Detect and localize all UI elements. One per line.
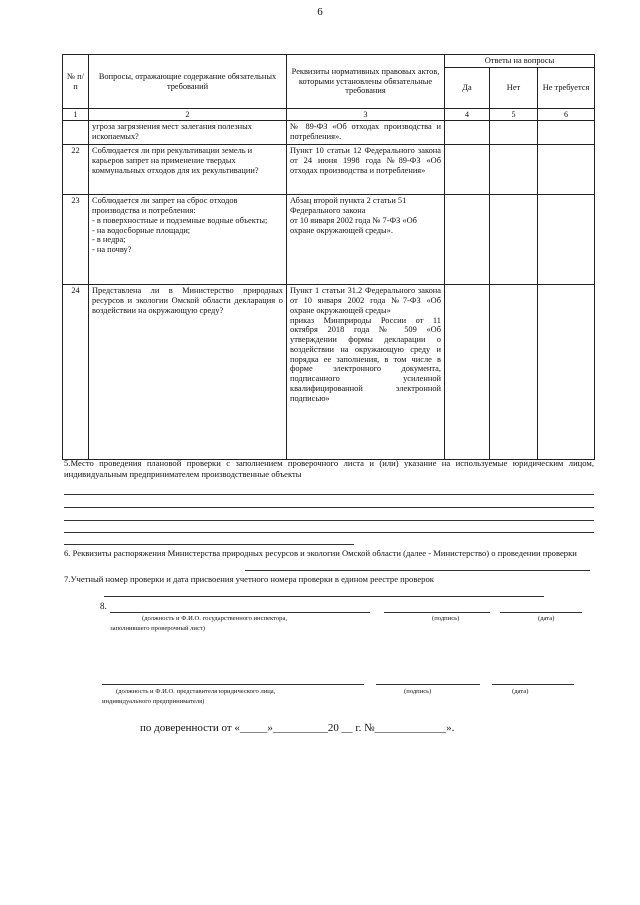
answer-na-cell[interactable] bbox=[538, 285, 595, 460]
answer-yes-cell[interactable] bbox=[445, 121, 490, 145]
row-requisites bbox=[287, 195, 445, 285]
question-line: - в недра; bbox=[92, 235, 126, 245]
answer-na-cell[interactable] bbox=[538, 195, 595, 285]
inspector-name-line[interactable] bbox=[110, 612, 370, 613]
row-num bbox=[63, 121, 89, 145]
page-number: 6 bbox=[317, 6, 323, 18]
answer-na-cell[interactable] bbox=[538, 145, 595, 195]
representative-role-caption: индивидуального предпринимателя) bbox=[102, 698, 205, 705]
answer-no-cell[interactable] bbox=[490, 195, 538, 285]
section-7-text: 7.Учетный номер проверки и дата присвоения учетного номера проверки в едином реестре проверок bbox=[64, 574, 434, 584]
header-na: Не требуется bbox=[538, 68, 595, 109]
row-requisites: № 89-ФЗ «Об отходах производства и потребления». bbox=[287, 121, 445, 145]
requisites-line: Абзац второй пункта 2 статьи 51 Федерального закона bbox=[290, 196, 407, 216]
question-line: - на водосборные площади; bbox=[92, 225, 191, 235]
representative-role-caption: (должность и Ф.И.О. представителя юридического лица, bbox=[116, 688, 276, 695]
representative-sign-line[interactable] bbox=[376, 684, 480, 685]
requisites-line: от 10 января 2002 года № 7-ФЗ «Об охране окружающей среды». bbox=[290, 215, 417, 235]
fill-line[interactable] bbox=[104, 596, 544, 597]
fill-line[interactable] bbox=[64, 532, 594, 533]
fill-line[interactable] bbox=[245, 570, 590, 571]
row-requisites bbox=[287, 285, 445, 460]
table-row bbox=[63, 195, 595, 285]
section-5-text: 5.Место проведения плановой проверки с заполнением проверочного листа и (или) указание на используемые юридическим лицом, индивидуальным предпринимателем производственные объекты bbox=[64, 458, 594, 480]
answer-no-cell[interactable] bbox=[490, 145, 538, 195]
header-num: № п/п bbox=[63, 55, 89, 109]
answer-yes-cell[interactable] bbox=[445, 285, 490, 460]
row-question: Представлена ли в Министерство природных ресурсов и экологии Омской области декларация о воздействии на окружающую среду? bbox=[89, 285, 287, 460]
requisites-line: Пункт 1 статьи 31.2 Федерального закона от 10 января 2002 года №7-ФЗ «Об охране окружающей среды» bbox=[290, 286, 441, 315]
inspector-sign-line[interactable] bbox=[384, 612, 490, 613]
inspector-date-line[interactable] bbox=[500, 612, 582, 613]
header-requisites: Реквизиты нормативных правовых актов, которыми установлены обязательные требования bbox=[287, 55, 445, 109]
section-8-number: 8. bbox=[100, 601, 107, 611]
row-question bbox=[89, 195, 287, 285]
col-index: 1 bbox=[63, 109, 89, 121]
inspector-sign-caption: (подпись) bbox=[432, 615, 460, 622]
col-index: 4 bbox=[445, 109, 490, 121]
answer-na-cell[interactable] bbox=[538, 121, 595, 145]
representative-date-line[interactable] bbox=[492, 684, 574, 685]
row-num: 24 bbox=[63, 285, 89, 460]
col-index: 3 bbox=[287, 109, 445, 121]
question-line: - на почву? bbox=[92, 245, 132, 255]
question-line: Соблюдается ли запрет на сброс отходов производства и потребления: bbox=[92, 196, 238, 216]
header-yes: Да bbox=[445, 68, 490, 109]
representative-sign-caption: (подпись) bbox=[404, 688, 432, 695]
col-index: 5 bbox=[490, 109, 538, 121]
row-question: угроза загрязнения мест залегания полезных ископаемых? bbox=[89, 121, 287, 145]
header-no: Нет bbox=[490, 68, 538, 109]
answer-no-cell[interactable] bbox=[490, 285, 538, 460]
fill-line[interactable] bbox=[64, 507, 594, 508]
header-questions: Вопросы, отражающие содержание обязательных требований bbox=[89, 55, 287, 109]
answer-yes-cell[interactable] bbox=[445, 195, 490, 285]
fill-line[interactable] bbox=[64, 494, 594, 495]
proxy-line: по доверенности от «_____»__________20 __ г. №_____________». bbox=[140, 722, 455, 734]
table-row bbox=[63, 121, 595, 145]
table-row bbox=[63, 145, 595, 195]
requirements-table bbox=[62, 54, 595, 460]
column-index-row bbox=[63, 109, 595, 121]
question-line: - в поверхностные и подземные водные объекты; bbox=[92, 215, 268, 225]
col-index: 2 bbox=[89, 109, 287, 121]
representative-name-line[interactable] bbox=[102, 684, 364, 685]
inspector-date-caption: (дата) bbox=[538, 615, 555, 622]
requisites-line: приказ Минприроды России от 11 октября 2018 года № 509 «Об утверждении формы декларации о воздействии на окружающую среду и порядка ее заполнения, в том числе в форме электронного документа, подписанного усиленной квалифицированной электронной подписью» bbox=[290, 315, 441, 403]
col-index: 6 bbox=[538, 109, 595, 121]
representative-date-caption: (дата) bbox=[512, 688, 529, 695]
fill-line[interactable] bbox=[64, 520, 594, 521]
row-num: 22 bbox=[63, 145, 89, 195]
header-answers: Ответы на вопросы bbox=[445, 55, 595, 68]
answer-no-cell[interactable] bbox=[490, 121, 538, 145]
row-question: Соблюдается ли при рекультивации земель и карьеров запрет на применение твердых коммунальных отходов для их рекультивации? bbox=[89, 145, 287, 195]
inspector-role-caption: заполнившего проверочный лист) bbox=[110, 625, 205, 632]
answer-yes-cell[interactable] bbox=[445, 145, 490, 195]
fill-line[interactable] bbox=[64, 544, 354, 545]
table-row bbox=[63, 285, 595, 460]
header-row bbox=[63, 55, 595, 68]
row-num: 23 bbox=[63, 195, 89, 285]
row-requisites: Пункт 10 статьи 12 Федерального закона от 24 июня 1998 года №89-ФЗ «Об отходах производства и потребления» bbox=[287, 145, 445, 195]
section-6-text: 6. Реквизиты распоряжения Министерства природных ресурсов и экологии Омской области (далее - Министерство) о проведении проверки bbox=[64, 548, 577, 558]
inspector-role-caption: (должность и Ф.И.О. государственного инспектора, bbox=[142, 615, 288, 622]
